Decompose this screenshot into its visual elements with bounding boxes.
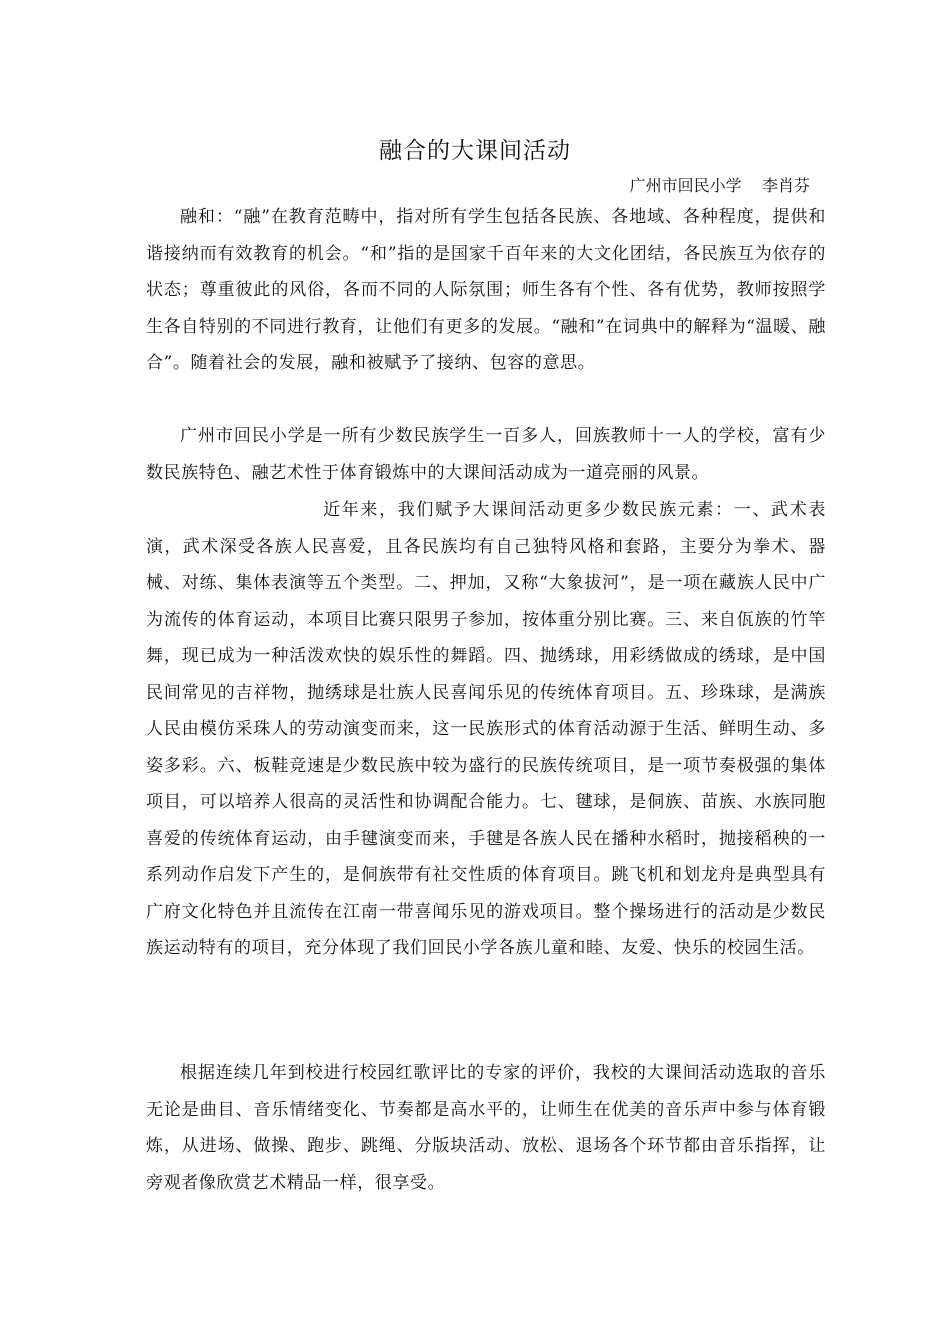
paragraph-text: 融和：“融”在教育范畴中，指对所有学生包括各民族、各地域、各种程度，提供和谐接纳而有效教育的机会。“和”指的是国家千百年来的大文化团结，各民族互为依存的状态；尊重彼此的风俗，各而不同的人际氛围；师生各有个性、各有优势，教师按照学生各自特别的不同进行教育，让他们有更多的发展。“融和”在词典中的解释为“温暖、融合”。随着社会的发展，融和被赋予了接纳、包容的意思。 xyxy=(146,207,826,373)
paragraph-text: 广州市回民小学是一所有少数民族学生一百多人，回族教师十一人的学校，富有少数民族特色、融艺术性于体育锻炼中的大课间活动成为一道亮丽的风景。 xyxy=(146,426,826,483)
document-title: 融合的大课间活动 xyxy=(379,138,571,164)
paragraph-definition xyxy=(146,199,826,382)
paragraph-wrapper xyxy=(146,492,826,967)
paragraph-school-intro xyxy=(146,418,826,491)
paragraph-ethnic-elements xyxy=(146,492,826,967)
paragraph-music xyxy=(146,1055,826,1201)
paragraph-text: 近年来，我们赋予大课间活动更多少数民族元素：一、武术表演，武术深受各族人民喜爱，且各民族均有自己独特风格和套路，主要分为拳术、器械、对练、集体表演等五个类型。二、押加，又称“大象拔河”，是一项在藏族人民中广为流传的体育运动，本项目比赛只限男子参加，按体重分别比赛。三、来自佤族的竹竿舞，现已成为一种活泼欢快的娱乐性的舞蹈。四、抛绣球，用彩绣做成的绣球，是中国民间常见的吉祥物，抛绣球是壮族人民喜闻乐见的传统体育项目。五、珍珠球，是满族人民由模仿采珠人的劳动演变而来，这一民族形式的体育活动源于生活、鲜明生动、多姿多彩。六、板鞋竞速是少数民族中较为盛行的民族传统项目，是一项节奏极强的集体项目，可以培养人很高的灵活性和协调配合能力。七、毽球，是侗族、苗族、水族同胞喜爱的传统体育运动，由手毽演变而来，手毽是各族人民在播种水稻时，抛接稻秧的一系列动作启发下产生的，是侗族带有社交性质的体育项目。跳飞机和划龙舟是典型具有广府文化特色并且流传在江南一带喜闻乐见的游戏项目。整个操场进行的活动是少数民族运动特有的项目，充分体现了我们回民小学各族儿童和睦、友爱、快乐的校园生活。 xyxy=(146,500,826,958)
paragraph-text: 根据连续几年到校进行校园红歌评比的专家的评价，我校的大课间活动选取的音乐无论是曲目、音乐情绪变化、节奏都是高水平的，让师生在优美的音乐声中参与体育锻炼，从进场、做操、跑步、跳绳、分版块活动、放松、退场各个环节都由音乐指挥，让旁观者像欣赏艺术精品一样，很享受。 xyxy=(146,1063,826,1193)
author-line: 广州市回民小学 李肖芬 xyxy=(629,176,810,195)
